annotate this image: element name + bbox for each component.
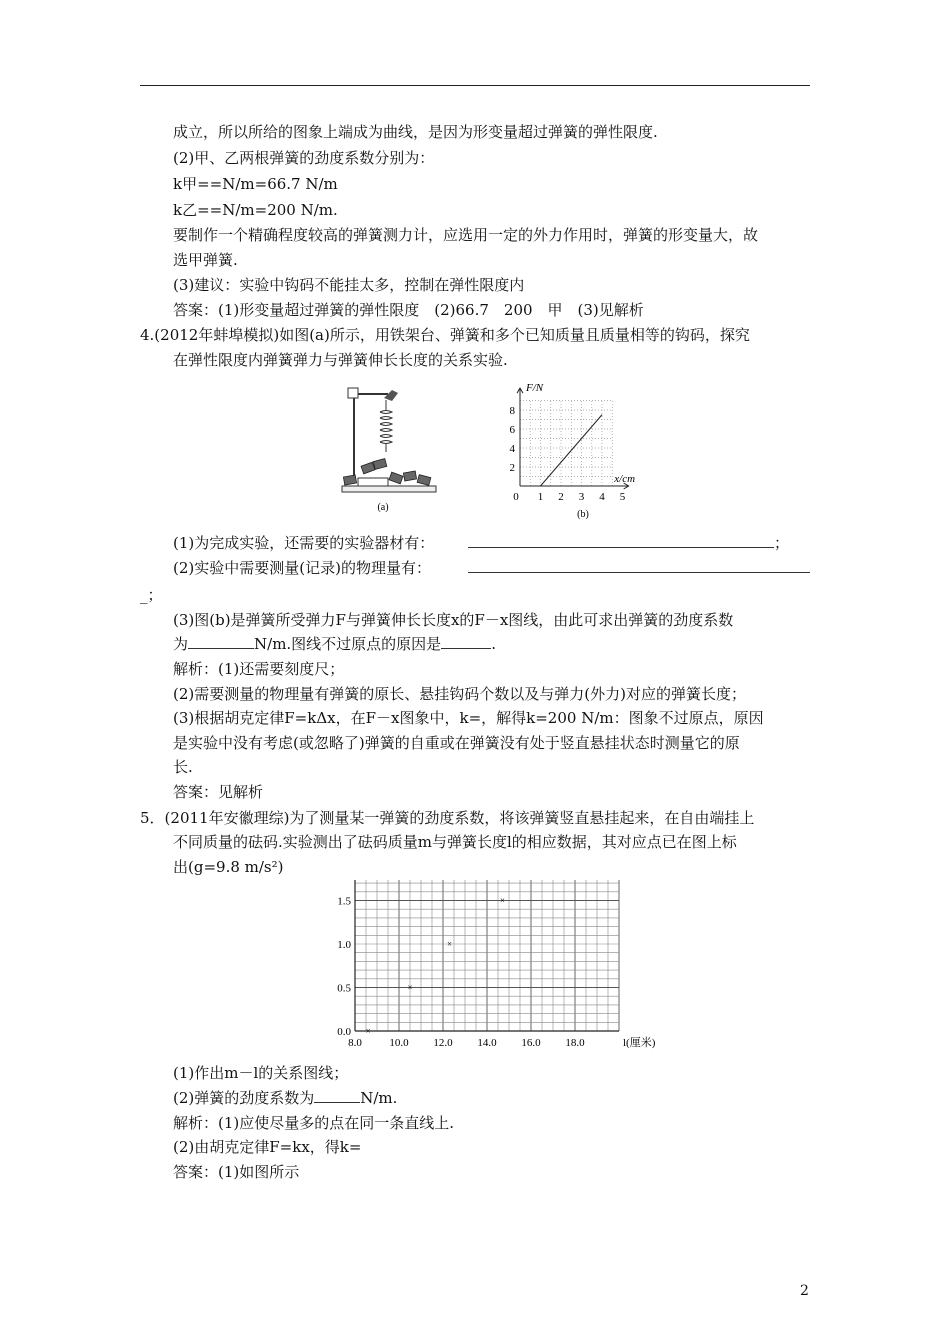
x-tick-label: 12.0 bbox=[433, 1037, 453, 1049]
data-point-marker: × bbox=[407, 982, 413, 993]
x-tick-label: 18.0 bbox=[565, 1037, 585, 1049]
y-tick-label: 1.0 bbox=[337, 939, 351, 951]
figure-b-fx-graph bbox=[498, 376, 668, 521]
text-line: (3)根据胡克定律F=kΔx，在F－x图象中，k=，解得k=200 N/m：图象不过原点，原因 bbox=[173, 709, 764, 727]
answer-blank[interactable] bbox=[468, 533, 774, 548]
header-rule bbox=[140, 85, 810, 86]
text-line: (3)建议：实验中钩码不能挂太多，控制在弹性限度内 bbox=[173, 276, 525, 294]
text-line: 成立，所以所给的图象上端成为曲线，是因为形变量超过弹簧的弹性限度. bbox=[173, 123, 658, 141]
x-tick-label: 5 bbox=[619, 491, 626, 503]
x-axis-label: x/cm bbox=[614, 473, 636, 485]
question-5: 5．(2011年安徽理综)为了测量某一弹簧的劲度系数，将该弹簧竖直悬挂起来，在自由端挂上 bbox=[140, 809, 755, 827]
text-fragment: (2)弹簧的劲度系数为 bbox=[173, 1089, 315, 1107]
answer-blank-2-wrap bbox=[468, 558, 810, 578]
x-tick-label: 4 bbox=[599, 491, 605, 503]
x-tick-label: 1 bbox=[537, 491, 544, 503]
y-tick-label: 1.5 bbox=[337, 895, 351, 908]
data-point-marker: × bbox=[365, 1026, 371, 1036]
data-point-marker: × bbox=[499, 895, 505, 906]
analysis-line: 解析：(1)还需要刻度尺； bbox=[173, 660, 345, 678]
figure-a-apparatus bbox=[328, 380, 448, 515]
x-tick-label: 10.0 bbox=[389, 1037, 409, 1049]
text-line: 在弹性限度内弹簧弹力与弹簧伸长长度的关系实验. bbox=[173, 351, 508, 369]
question-4: 4.(2012年蚌埠模拟)如图(a)所示，用铁架台、弹簧和多个已知质量且质量相等的钩码，探究 bbox=[140, 326, 750, 344]
text-fragment: N/m. bbox=[360, 1089, 398, 1107]
text-line: 是实验中没有考虑(或忽略了)弹簧的自重或在弹簧没有处于竖直悬挂状态时测量它的原 bbox=[173, 734, 740, 752]
text-line: (1)为完成实验，还需要的实验器材有： bbox=[173, 534, 435, 552]
text-line: 要制作一个精确程度较高的弹簧测力计，应选用一定的外力作用时，弹簧的形变量大，故 bbox=[173, 226, 759, 244]
y-tick-label: 4 bbox=[509, 443, 515, 455]
text-line: k乙==N/m=200 N/m. bbox=[173, 201, 338, 219]
y-tick-label: 8 bbox=[509, 405, 515, 417]
text-line: (1)作出m－l的关系图线； bbox=[173, 1064, 349, 1082]
semicolon: ； bbox=[774, 534, 790, 552]
text-fragment: N/m.图线不过原点的原因是 bbox=[254, 635, 442, 653]
answer-blank[interactable] bbox=[314, 1088, 360, 1103]
x-tick-label: 8.0 bbox=[348, 1037, 362, 1049]
text-fragment: 为 bbox=[173, 635, 189, 653]
y-tick-label: 0.5 bbox=[337, 982, 351, 995]
text-line: (2)实验中需要测量(记录)的物理量有： bbox=[173, 559, 431, 577]
figure-ml-grid bbox=[318, 880, 663, 1052]
text-line: (2)由胡克定律F=kx，得k= bbox=[173, 1138, 362, 1156]
page-number: 2 bbox=[800, 1283, 809, 1299]
text-fragment: . bbox=[491, 635, 496, 653]
y-tick-label: 0.0 bbox=[337, 1026, 351, 1038]
figure-b-caption: (b) bbox=[577, 509, 589, 520]
text-line: (2)甲、乙两根弹簧的劲度系数分别为： bbox=[173, 149, 435, 167]
x-tick-label: 0 bbox=[513, 491, 519, 503]
fill-line bbox=[173, 634, 496, 654]
data-point-marker: × bbox=[447, 939, 453, 949]
y-tick-label: 2 bbox=[509, 462, 515, 474]
answer-line: 答案：(1)如图所示 bbox=[173, 1163, 300, 1181]
x-tick-label: 2 bbox=[558, 491, 564, 503]
text-line: _； bbox=[140, 586, 163, 604]
answer-line: 答案：见解析 bbox=[173, 783, 264, 801]
ml-plot-area bbox=[337, 880, 655, 1049]
answer-blank[interactable] bbox=[468, 558, 810, 573]
text-line: 出(g=9.8 m/s²) bbox=[173, 858, 284, 876]
x-tick-label: 3 bbox=[578, 491, 585, 503]
answer-blank[interactable] bbox=[441, 634, 491, 649]
answer-blank-1-wrap bbox=[468, 533, 789, 553]
x-tick-label: 16.0 bbox=[521, 1037, 541, 1049]
y-axis-label: F/N bbox=[526, 382, 544, 395]
text-line: (2)需要测量的物理量有弹簧的原长、悬挂钩码个数以及与弹力(外力)对应的弹簧长度； bbox=[173, 685, 746, 703]
text-line: (3)图(b)是弹簧所受弹力F与弹簧伸长长度x的F－x图线，由此可求出弹簧的劲度系数 bbox=[173, 611, 734, 629]
analysis-line: 解析：(1)应使尽量多的点在同一条直线上. bbox=[173, 1114, 455, 1132]
text-line: k甲==N/m=66.7 N/m bbox=[173, 175, 338, 193]
text-line: 不同质量的砝码.实验测出了砝码质量m与弹簧长度l的相应数据，其对应点已在图上标 bbox=[173, 833, 737, 851]
x-tick-label: 14.0 bbox=[477, 1037, 497, 1049]
text-line: 选甲弹簧. bbox=[173, 251, 238, 269]
y-tick-label: 6 bbox=[509, 424, 515, 436]
figure-a-caption: (a) bbox=[377, 502, 389, 513]
fill-line bbox=[173, 1088, 397, 1108]
fx-plot-area bbox=[510, 382, 636, 503]
answer-line: 答案：(1)形变量超过弹簧的弹性限度 (2)66.7 200 甲 (3)见解析 bbox=[173, 301, 644, 319]
answer-blank[interactable] bbox=[188, 634, 254, 649]
text-line: 长. bbox=[173, 758, 193, 776]
x-axis-label: l(厘米) bbox=[623, 1037, 656, 1049]
